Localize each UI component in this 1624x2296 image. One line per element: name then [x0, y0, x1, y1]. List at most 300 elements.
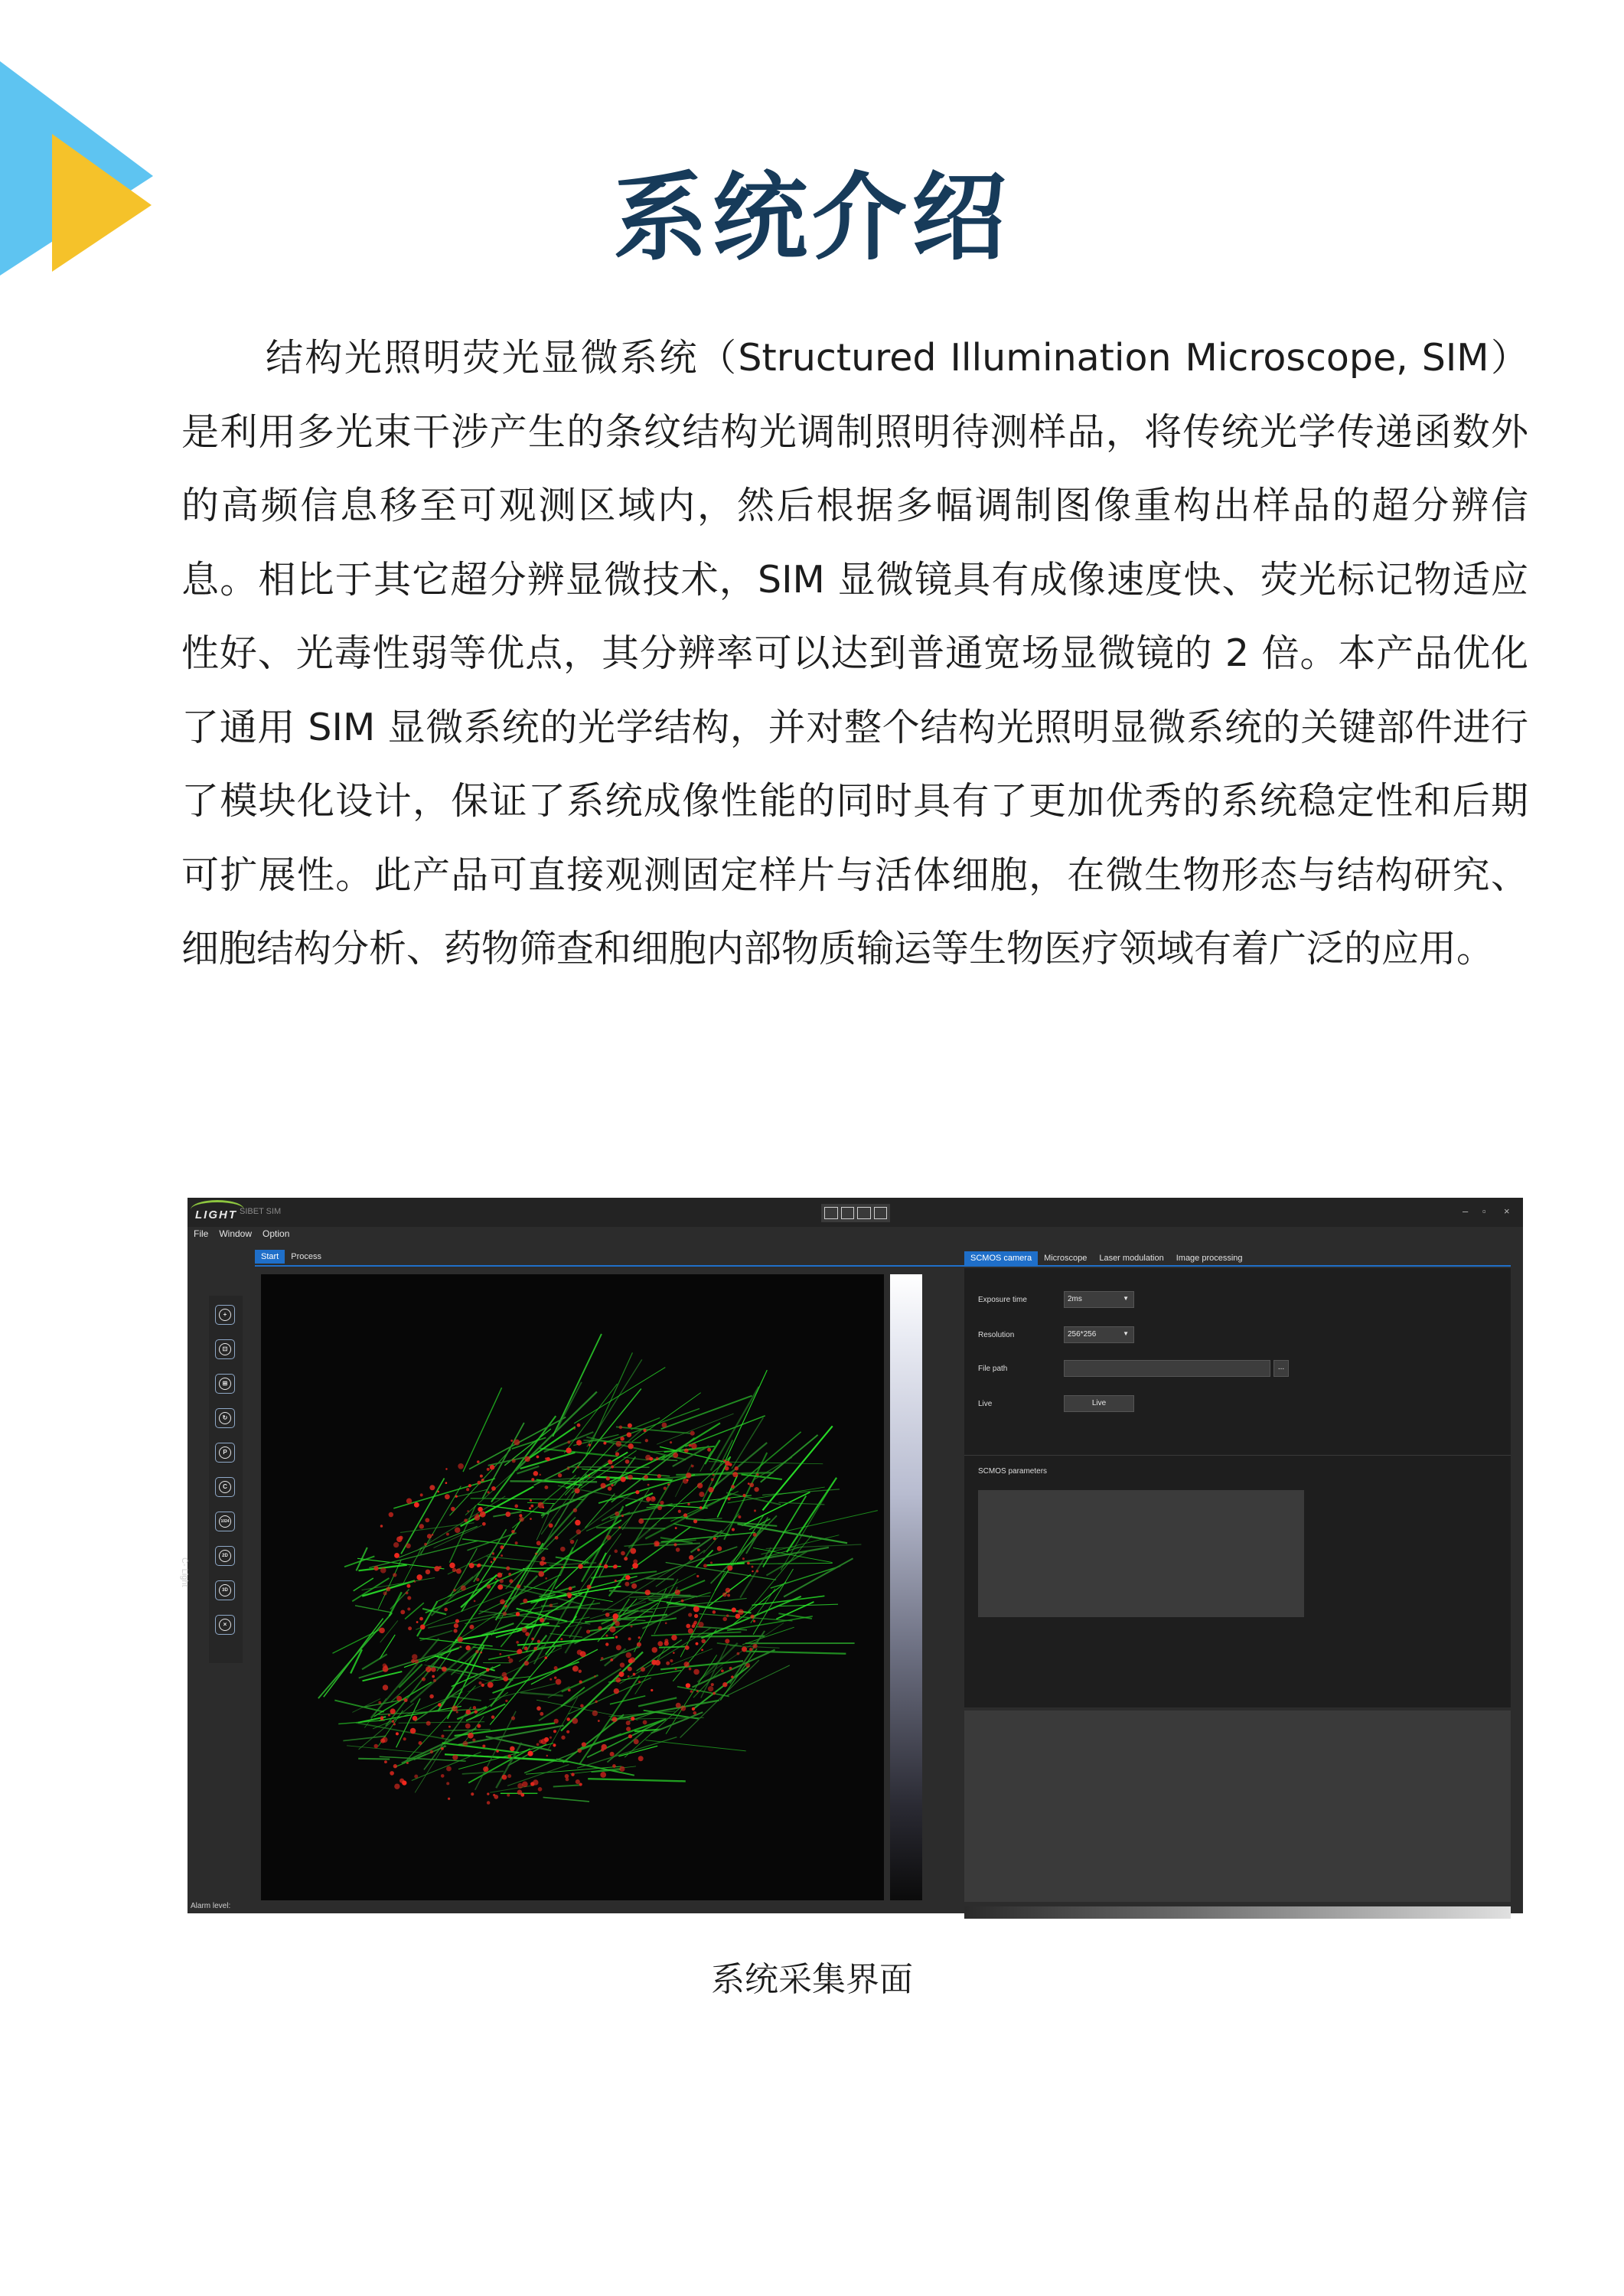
- mitochondria-dot: [407, 1607, 410, 1610]
- mitochondria-dot: [505, 1700, 507, 1702]
- export-icon[interactable]: [841, 1207, 855, 1219]
- mitochondria-dot: [604, 1564, 608, 1569]
- mitochondria-dot: [671, 1635, 677, 1640]
- mitochondria-dot: [474, 1710, 478, 1714]
- mitochondria-dot: [394, 1783, 399, 1789]
- mitochondria-dot: [549, 1603, 553, 1606]
- mitochondria-dot: [620, 1662, 624, 1667]
- mitochondria-dot: [407, 1596, 411, 1600]
- refresh-button[interactable]: [215, 1408, 235, 1428]
- actin-filament-stroke: [702, 1440, 732, 1501]
- actin-filament-stroke: [588, 1779, 686, 1781]
- mitochondria-dot: [699, 1492, 704, 1497]
- mitochondria-dot: [481, 1684, 484, 1687]
- mitochondria-dot: [726, 1614, 729, 1617]
- actin-filament-stroke: [616, 1427, 690, 1433]
- mitochondria-dot: [475, 1650, 479, 1654]
- mitochondria-dot: [433, 1679, 436, 1682]
- mitochondria-dot: [500, 1579, 504, 1583]
- mitochondria-dot: [480, 1652, 482, 1654]
- mitochondria-dot: [540, 1474, 542, 1476]
- mitochondria-dot: [576, 1779, 580, 1784]
- actin-filament-stroke: [587, 1359, 642, 1446]
- mitochondria-dot: [471, 1792, 474, 1795]
- mitochondria-dot: [533, 1647, 537, 1651]
- resolution-value: 256*256: [1068, 1330, 1097, 1339]
- mitochondria-dot: [723, 1459, 726, 1462]
- mitochondria-dot: [616, 1645, 621, 1650]
- mitochondria-dot: [693, 1519, 697, 1523]
- mitochondria-dot: [380, 1717, 383, 1720]
- sim-software-screenshot: [180, 1198, 1523, 1913]
- minimize-button[interactable]: –: [1463, 1205, 1469, 1217]
- mitochondria-dot: [379, 1628, 385, 1634]
- mitochondria-dot: [561, 1736, 565, 1740]
- mitochondria-dot: [399, 1536, 403, 1540]
- exposure-label: Exposure time: [978, 1296, 1027, 1304]
- mitochondria-dot: [392, 1720, 394, 1723]
- app-logo: LIGHT: [195, 1208, 237, 1221]
- mitochondria-dot: [566, 1730, 569, 1733]
- actin-filament-stroke: [671, 1649, 713, 1665]
- mitochondria-dot: [675, 1527, 677, 1529]
- mitochondria-dot: [463, 1741, 468, 1746]
- mitochondria-dot: [483, 1766, 488, 1772]
- mitochondria-dot: [380, 1738, 385, 1743]
- mitochondria-dot: [686, 1624, 690, 1629]
- grid-button[interactable]: [215, 1374, 235, 1394]
- mitochondria-dot: [527, 1751, 533, 1756]
- mitochondria-dot: [472, 1738, 475, 1741]
- mitochondria-dot: [637, 1642, 641, 1647]
- mitochondria-dot: [465, 1710, 471, 1715]
- actin-filament-stroke: [766, 1544, 862, 1548]
- frame-button[interactable]: [215, 1339, 235, 1359]
- mitochondria-dot: [645, 1590, 651, 1595]
- mitochondria-dot: [554, 1676, 556, 1678]
- resolution-button[interactable]: [215, 1512, 235, 1531]
- mitochondria-dot: [453, 1589, 456, 1592]
- mitochondria-dot: [657, 1641, 663, 1646]
- mitochondria-dot: [620, 1437, 624, 1441]
- mitochondria-dot: [680, 1706, 686, 1711]
- mitochondria-dot: [383, 1684, 388, 1690]
- mitochondria-dot: [538, 1502, 540, 1505]
- actin-filament-stroke: [355, 1606, 392, 1613]
- mitochondria-dot: [419, 1524, 425, 1529]
- mitochondria-dot: [467, 1510, 469, 1512]
- mitochondria-dot: [536, 1456, 540, 1459]
- actin-filament-stroke: [543, 1797, 589, 1801]
- mitochondria-dot: [514, 1505, 518, 1508]
- actin-filament-stroke: [332, 1629, 381, 1653]
- mitochondria-dot: [389, 1512, 393, 1517]
- mitochondria-dot: [572, 1665, 579, 1671]
- mitochondria-dot: [494, 1795, 498, 1799]
- mitochondria-dot: [742, 1646, 747, 1652]
- actin-filament-stroke: [362, 1671, 402, 1681]
- mitochondria-dot: [373, 1566, 378, 1570]
- mitochondria-dot: [670, 1659, 673, 1662]
- mitochondria-dot: [512, 1459, 516, 1463]
- mitochondria-dot: [549, 1737, 552, 1739]
- actin-filament-stroke: [604, 1409, 699, 1443]
- menu-file[interactable]: File: [194, 1228, 209, 1239]
- mitochondria-dot: [582, 1742, 586, 1746]
- mitochondria-dot: [703, 1564, 707, 1567]
- camera-settings-form: [964, 1268, 1511, 1707]
- 2d-button[interactable]: [215, 1546, 235, 1566]
- mitochondria-dot: [422, 1677, 426, 1681]
- fit-icon[interactable]: [857, 1207, 871, 1219]
- actin-filament-stroke: [586, 1352, 633, 1455]
- mitochondria-dot: [538, 1571, 544, 1577]
- mitochondria-dot: [589, 1444, 591, 1446]
- mitochondria-dot: [555, 1536, 559, 1540]
- actin-filament-stroke: [578, 1719, 667, 1750]
- actin-filament-stroke: [491, 1636, 546, 1707]
- mitochondria-dot: [480, 1475, 483, 1478]
- actin-filament-stroke: [362, 1578, 435, 1590]
- exposure-select[interactable]: [1064, 1291, 1134, 1308]
- mitochondria-dot: [544, 1562, 546, 1564]
- mitochondria-dot: [660, 1501, 664, 1505]
- mitochondria-dot: [558, 1473, 562, 1477]
- tab-process[interactable]: Process: [291, 1252, 321, 1261]
- mitochondria-dot: [456, 1711, 458, 1714]
- mitochondria-dot: [599, 1564, 602, 1566]
- mitochondria-dot: [378, 1701, 381, 1704]
- mitochondria-dot: [651, 1689, 653, 1691]
- mitochondria-dot: [490, 1465, 495, 1470]
- resolution-select[interactable]: [1064, 1326, 1134, 1343]
- mitochondria-dot: [645, 1439, 648, 1442]
- actin-filament-stroke: [404, 1686, 476, 1763]
- tab-laser-modulation[interactable]: Laser modulation: [1099, 1254, 1164, 1263]
- mitochondria-dot: [592, 1711, 598, 1716]
- mitochondria-dot: [507, 1754, 511, 1758]
- mitochondria-dot: [554, 1719, 559, 1724]
- actin-filament-stroke: [463, 1388, 502, 1472]
- mitochondria-dot: [698, 1622, 703, 1627]
- save-icon[interactable]: [824, 1207, 838, 1219]
- mitochondria-dot: [633, 1673, 636, 1676]
- mitochondria-dot: [451, 1507, 455, 1512]
- menu-option[interactable]: Option: [263, 1228, 290, 1239]
- mitochondria-dot: [687, 1503, 690, 1505]
- mitochondria-dot: [429, 1694, 434, 1699]
- clear-button[interactable]: [215, 1615, 235, 1635]
- mitochondria-dot: [641, 1667, 645, 1671]
- mitochondria-dot: [697, 1548, 700, 1551]
- actin-filament-stroke: [369, 1541, 478, 1567]
- mitochondria-dot: [748, 1482, 750, 1485]
- mitochondria-dot: [419, 1741, 422, 1745]
- mitochondria-dot: [713, 1610, 716, 1614]
- mitochondria-dot: [711, 1478, 714, 1481]
- mitochondria-dot: [611, 1484, 613, 1486]
- mitochondria-dot: [410, 1728, 416, 1734]
- mitochondria-dot: [576, 1529, 582, 1534]
- actin-filament-stroke: [449, 1505, 475, 1563]
- actin-filament-stroke: [457, 1707, 487, 1719]
- mitochondria-dot: [465, 1645, 471, 1651]
- mitochondria-dot: [396, 1696, 402, 1701]
- mitochondria-dot: [602, 1744, 608, 1750]
- mitochondria-dot: [681, 1600, 684, 1603]
- mitochondria-dot: [510, 1746, 515, 1752]
- tab-image-processing[interactable]: Image processing: [1176, 1254, 1243, 1263]
- mitochondria-dot: [427, 1534, 432, 1538]
- mitochondria-dot: [608, 1486, 612, 1491]
- mitochondria-dot: [685, 1645, 690, 1650]
- mitochondria-dot: [631, 1626, 633, 1628]
- mitochondria-dot: [400, 1609, 405, 1614]
- mitochondria-dot: [522, 1627, 527, 1632]
- mitochondria-dot: [530, 1499, 532, 1502]
- mitochondria-dot: [524, 1661, 529, 1665]
- mitochondria-dot: [556, 1679, 562, 1685]
- actin-filament-stroke: [359, 1703, 414, 1749]
- mitochondria-dot: [414, 1502, 419, 1508]
- mitochondria-dot: [488, 1491, 490, 1493]
- mitochondria-dot: [426, 1721, 431, 1726]
- mitochondria-dot: [742, 1557, 745, 1560]
- mitochondria-dot: [569, 1587, 572, 1590]
- mitochondria-dot: [426, 1570, 431, 1575]
- mitochondria-dot: [396, 1732, 399, 1735]
- mitochondria-dot: [577, 1424, 581, 1427]
- mitochondria-dot: [480, 1512, 486, 1518]
- mitochondria-dot: [544, 1486, 548, 1489]
- actin-filament-stroke: [654, 1543, 700, 1545]
- mitochondria-dot: [406, 1584, 410, 1588]
- actin-filament-stroke: [553, 1334, 602, 1437]
- mitochondria-dot: [454, 1629, 458, 1632]
- actin-filament-stroke: [610, 1696, 645, 1704]
- mitochondria-dot: [473, 1706, 476, 1709]
- mitochondria-dot: [545, 1577, 547, 1580]
- image-viewer[interactable]: [261, 1274, 884, 1900]
- mitochondria-dot: [693, 1606, 699, 1612]
- display-icon[interactable]: [874, 1207, 888, 1219]
- mitochondria-dot: [610, 1658, 613, 1662]
- mitochondria-dot: [572, 1718, 578, 1724]
- mitochondria-dot: [696, 1690, 699, 1692]
- mitochondria-dot: [446, 1533, 449, 1536]
- mitochondria-dot: [683, 1513, 687, 1517]
- actin-filament-stroke: [390, 1592, 402, 1616]
- mitochondria-dot: [474, 1515, 480, 1520]
- mitochondria-dot: [752, 1566, 754, 1568]
- mitochondria-dot: [488, 1682, 494, 1688]
- filepath-input[interactable]: [1064, 1360, 1270, 1377]
- mitochondria-dot: [469, 1563, 474, 1568]
- mitochondria-dot: [618, 1526, 621, 1528]
- actin-filament-stroke: [711, 1387, 759, 1471]
- mitochondria-dot: [506, 1567, 510, 1570]
- mitochondria-dot: [478, 1507, 483, 1512]
- mitochondria-dot: [738, 1609, 743, 1614]
- mitochondria-dot: [540, 1618, 544, 1623]
- live-button[interactable]: Live: [1064, 1395, 1134, 1412]
- mitochondria-dot: [437, 1491, 439, 1493]
- mitochondria-dot: [615, 1512, 619, 1516]
- close-button[interactable]: ×: [1504, 1205, 1510, 1217]
- mitochondria-dot: [393, 1723, 396, 1725]
- resolution-label: Resolution: [978, 1331, 1015, 1339]
- actin-filament-stroke: [685, 1416, 765, 1446]
- toolbar-icons: [821, 1204, 890, 1222]
- actin-filament-stroke: [380, 1635, 395, 1659]
- tab-microscope[interactable]: Microscope: [1044, 1254, 1088, 1263]
- actin-filament-stroke: [638, 1698, 677, 1706]
- tab-scmos-camera[interactable]: SCMOS camera: [964, 1251, 1038, 1265]
- actin-filament-stroke: [354, 1578, 373, 1591]
- mitochondria-dot: [756, 1473, 758, 1476]
- mitochondria-dot: [750, 1615, 754, 1619]
- mitochondria-dot: [411, 1659, 415, 1663]
- mitochondria-dot: [647, 1484, 650, 1486]
- intensity-colorbar: [890, 1274, 922, 1900]
- mitochondria-dot: [491, 1561, 493, 1564]
- mitochondria-dot: [567, 1440, 570, 1443]
- add-button[interactable]: [215, 1305, 235, 1325]
- mitochondria-dot: [432, 1675, 435, 1678]
- actin-filament-stroke: [680, 1660, 759, 1737]
- mitochondria-dot: [710, 1561, 713, 1564]
- mitochondria-dot: [390, 1771, 394, 1776]
- tab-start[interactable]: Start: [255, 1250, 285, 1264]
- mitochondria-dot: [519, 1514, 522, 1517]
- menu-window[interactable]: Window: [219, 1228, 253, 1239]
- mitochondria-dot: [499, 1653, 501, 1655]
- resolution-icon: 1024: [219, 1515, 231, 1528]
- mitochondria-dot: [628, 1734, 632, 1738]
- browse-button[interactable]: ...: [1273, 1360, 1289, 1377]
- mitochondria-dot: [537, 1640, 540, 1643]
- mitochondria-dot: [577, 1466, 579, 1469]
- actin-filament-stroke: [609, 1590, 698, 1596]
- mitochondria-dot: [598, 1720, 600, 1722]
- mitochondria-dot: [524, 1646, 528, 1650]
- mitochondria-dot: [386, 1587, 390, 1591]
- mitochondria-dot: [579, 1782, 582, 1786]
- refresh-icon: ↻: [219, 1412, 231, 1424]
- mitochondria-dot: [752, 1644, 757, 1649]
- mitochondria-dot: [664, 1641, 669, 1645]
- 3d-button[interactable]: [215, 1580, 235, 1600]
- mitochondria-dot: [442, 1666, 447, 1671]
- right-tab-underline: [964, 1265, 1511, 1267]
- mitochondria-dot: [601, 1657, 603, 1659]
- mitochondria-dot: [643, 1720, 647, 1725]
- mitochondria-dot: [393, 1573, 396, 1577]
- mitochondria-dot: [754, 1509, 756, 1512]
- mitochondria-dot: [655, 1542, 659, 1546]
- restore-button[interactable]: ▫: [1482, 1205, 1486, 1217]
- mitochondria-dot: [638, 1681, 641, 1683]
- mitochondria-dot: [430, 1750, 433, 1753]
- mitochondria-dot: [406, 1499, 412, 1504]
- mitochondria-dot: [606, 1535, 611, 1541]
- mitochondria-dot: [393, 1542, 399, 1548]
- mitochondria-dot: [727, 1565, 732, 1570]
- mitochondria-dot: [441, 1774, 445, 1778]
- mitochondria-dot: [638, 1518, 644, 1524]
- actin-filament-stroke: [455, 1489, 488, 1497]
- mitochondria-dot: [605, 1642, 608, 1645]
- mitochondria-dot: [495, 1578, 497, 1580]
- mitochondria-dot: [477, 1481, 481, 1485]
- mitochondria-dot: [517, 1649, 523, 1654]
- mitochondria-dot: [630, 1548, 636, 1554]
- mitochondria-dot: [529, 1507, 531, 1509]
- actin-filament-stroke: [742, 1492, 810, 1526]
- mitochondria-dot: [644, 1429, 647, 1432]
- mitochondria-dot: [713, 1538, 716, 1541]
- mitochondria-dot: [390, 1708, 396, 1714]
- mitochondria-dot: [628, 1675, 630, 1678]
- mitochondria-dot: [725, 1461, 730, 1466]
- mitochondria-dot: [487, 1468, 490, 1471]
- mitochondria-dot: [461, 1585, 466, 1590]
- mitochondria-dot: [541, 1557, 545, 1561]
- live-label: Live: [978, 1400, 993, 1408]
- mitochondria-dot: [666, 1662, 670, 1665]
- mitochondria-dot: [598, 1626, 602, 1630]
- mitochondria-dot: [388, 1714, 390, 1717]
- mitochondria-dot: [652, 1647, 658, 1653]
- mitochondria-dot: [595, 1701, 597, 1703]
- actin-filament-stroke: [475, 1711, 516, 1790]
- mitochondria-dot: [594, 1675, 596, 1678]
- actin-filament-stroke: [487, 1557, 562, 1564]
- mitochondria-dot: [662, 1423, 667, 1428]
- mitochondria-dot: [535, 1553, 537, 1555]
- mitochondria-dot: [524, 1456, 530, 1462]
- actin-filament-stroke: [659, 1646, 687, 1647]
- mitochondria-dot: [501, 1554, 503, 1557]
- mitochondria-dot: [691, 1465, 694, 1468]
- mitochondria-dot: [749, 1482, 754, 1487]
- mitochondria-dot: [686, 1479, 689, 1481]
- mitochondria-dot: [455, 1495, 458, 1498]
- mitochondria-dot: [606, 1476, 610, 1480]
- mitochondria-dot: [717, 1546, 722, 1551]
- mitochondria-dot: [560, 1638, 563, 1640]
- scmos-params-label: SCMOS parameters: [978, 1467, 1048, 1476]
- mitochondria-dot: [570, 1540, 575, 1544]
- mitochondria-dot: [725, 1639, 729, 1643]
- mitochondria-dot: [474, 1600, 476, 1603]
- p-button[interactable]: [215, 1443, 235, 1463]
- mitochondria-dot: [578, 1749, 582, 1753]
- mitochondria-dot: [690, 1690, 693, 1692]
- mitochondria-dot: [566, 1778, 569, 1782]
- mitochondria-dot: [664, 1487, 667, 1490]
- mitochondria-dot: [708, 1487, 713, 1492]
- mitochondria-dot: [701, 1649, 703, 1651]
- mitochondria-dot: [393, 1764, 397, 1768]
- mitochondria-dot: [587, 1584, 592, 1589]
- frame-icon: ⊡: [219, 1343, 231, 1355]
- mitochondria-dot: [533, 1471, 539, 1476]
- c-button[interactable]: [215, 1477, 235, 1497]
- mitochondria-dot: [621, 1551, 625, 1556]
- right-tabs: [964, 1251, 1249, 1265]
- mitochondria-dot: [523, 1599, 527, 1603]
